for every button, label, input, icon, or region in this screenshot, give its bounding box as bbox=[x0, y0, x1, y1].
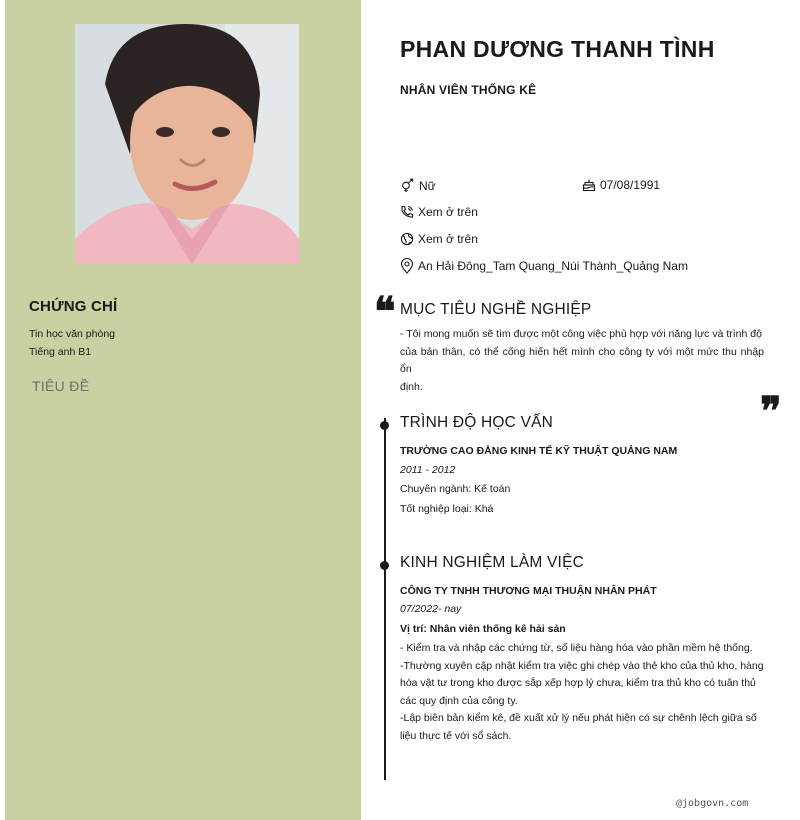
timeline-dot-experience bbox=[380, 561, 389, 570]
objective-line: của bản thân, có thể cống hiến hết mình cho công ty với một mức thu nhập ổn bbox=[400, 345, 764, 375]
experience-line: -Thường xuyên cập nhật kiểm tra việc ghi chép vào thẻ kho của thủ kho, hàng bbox=[400, 659, 764, 672]
education-major: Chuyên ngành: Kế toán bbox=[400, 483, 511, 495]
timeline-line bbox=[384, 418, 386, 780]
objective-line: định. bbox=[400, 380, 423, 393]
certificate-item: Tin học văn phòng bbox=[29, 328, 116, 340]
profile-photo bbox=[75, 24, 299, 264]
map-pin-icon bbox=[400, 258, 414, 274]
birthday-cake-icon bbox=[582, 178, 596, 192]
timeline-dot-education bbox=[380, 421, 389, 430]
birthdate-value: 07/08/1991 bbox=[600, 178, 661, 192]
education-title: TRÌNH ĐỘ HỌC VẤN bbox=[400, 414, 554, 431]
education-period: 2011 - 2012 bbox=[400, 464, 456, 476]
gender-icon bbox=[400, 178, 415, 193]
address-row bbox=[400, 258, 688, 274]
address-value: An Hải Đông_Tam Quang_Núi Thành_Quảng Nam bbox=[418, 259, 688, 273]
experience-position: Vị trí: Nhân viên thống kê hải sản bbox=[400, 623, 566, 635]
experience-period: 07/2022- nay bbox=[400, 603, 462, 615]
globe-icon bbox=[400, 232, 414, 246]
experience-description bbox=[400, 640, 764, 745]
gender-row bbox=[400, 178, 436, 193]
education-school: TRƯỜNG CAO ĐẲNG KINH TẾ KỸ THUẬT QUẢNG NAM bbox=[400, 445, 678, 457]
sidebar bbox=[5, 0, 361, 820]
experience-line: hóa vật tư trong kho được sắp xếp hợp lý chưa, kiểm tra thủ kho có tuân thủ bbox=[400, 677, 756, 689]
objective-title: MỤC TIÊU NGHỀ NGHIỆP bbox=[400, 301, 592, 318]
experience-company: CÔNG TY TNHH THƯƠNG MẠI THUẬN NHÂN PHÁT bbox=[400, 585, 657, 597]
certificates-title: CHỨNG CHỈ bbox=[29, 298, 118, 315]
experience-line: - Kiểm tra và nhập các chứng từ, số liệu hàng hóa vào phần mềm hệ thống. bbox=[400, 642, 753, 654]
experience-title: KINH NGHIỆM LÀM VIỆC bbox=[400, 554, 584, 571]
website-value: Xem ở trên bbox=[418, 232, 478, 246]
job-title: NHÂN VIÊN THỐNG KÊ bbox=[400, 83, 537, 97]
sidebar-placeholder-title: TIÊU ĐỀ bbox=[32, 378, 90, 394]
website-row bbox=[400, 232, 478, 246]
phone-value: Xem ở trên bbox=[418, 205, 478, 219]
experience-line: các quy định của công ty. bbox=[400, 694, 518, 707]
objective-line: - Tôi mong muốn sẽ tìm được một công việc phù hợp với năng lực và trình độ bbox=[400, 328, 762, 340]
phone-icon bbox=[400, 205, 414, 219]
candidate-name: PHAN DƯƠNG THANH TÌNH bbox=[400, 36, 715, 62]
education-grade: Tốt nghiệp loại: Khá bbox=[400, 503, 494, 515]
certificate-item: Tiếng anh B1 bbox=[29, 346, 92, 358]
certificates-list bbox=[29, 325, 115, 361]
quote-close-icon: ❞ bbox=[760, 388, 782, 435]
phone-row bbox=[400, 205, 478, 219]
gender-value: Nữ bbox=[419, 178, 436, 193]
birthdate-row bbox=[582, 178, 660, 192]
experience-line: -Lập biên bản kiểm kê, đề xuất xử lý nếu phát hiện có sự chênh lệch giữa số bbox=[400, 712, 757, 724]
watermark: @jobgovn.com bbox=[676, 798, 749, 809]
experience-line: liệu thực tế với sổ sách. bbox=[400, 729, 512, 742]
quote-open-icon: ❝ bbox=[374, 288, 396, 335]
objective-text bbox=[400, 326, 764, 396]
